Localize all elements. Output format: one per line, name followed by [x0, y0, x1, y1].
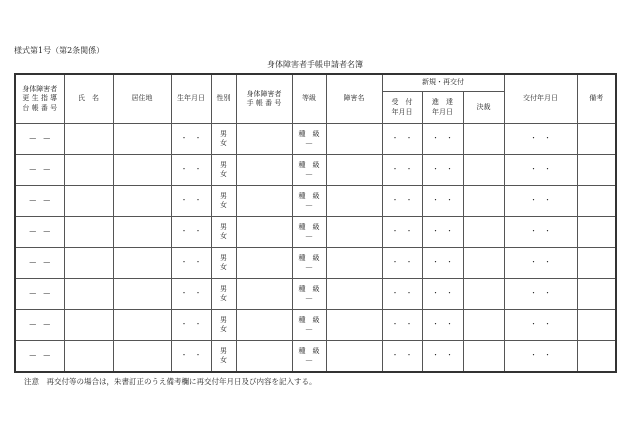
header-handbook-number — [236, 74, 292, 124]
disability-name-cell[interactable] — [326, 124, 382, 155]
sex-cell[interactable] — [211, 341, 236, 373]
disability-name-cell[interactable] — [326, 341, 382, 373]
grade-label: 種 級 — [298, 222, 320, 231]
disability-name-cell[interactable] — [326, 310, 382, 341]
birth-date-cell[interactable] — [171, 186, 211, 217]
sex-female[interactable]: 女 — [220, 263, 227, 271]
header-line: 身体障害者 — [246, 89, 282, 98]
date-marks: ・ ・ — [180, 320, 202, 329]
footnote: 注意 再交付等の場合は，朱書訂正のうえ備考欄に再交付年月日及び内容を記入する。 — [24, 377, 317, 386]
sex-female[interactable]: 女 — [220, 294, 227, 302]
decision-cell[interactable] — [463, 341, 504, 373]
name-cell[interactable] — [64, 217, 113, 248]
name-cell[interactable] — [64, 186, 113, 217]
remarks-cell[interactable] — [577, 124, 616, 155]
date-marks: ・ ・ — [180, 289, 202, 298]
forwarded-date-cell[interactable] — [422, 186, 463, 217]
sex-male[interactable]: 男 — [220, 160, 227, 169]
handbook-number-cell[interactable] — [236, 186, 292, 217]
issue-date-cell[interactable] — [504, 310, 577, 341]
date-marks: ・ ・ — [391, 258, 413, 267]
header-new-reissue: 新規・再交付 — [382, 74, 504, 92]
header-line: 更 生 指 導 — [22, 94, 58, 103]
grade-cell[interactable] — [292, 279, 326, 310]
date-marks: ・ ・ — [530, 227, 552, 236]
name-cell[interactable] — [64, 155, 113, 186]
date-marks: ・ ・ — [530, 258, 552, 267]
handbook-number-cell[interactable] — [236, 155, 292, 186]
sex-female[interactable]: 女 — [220, 325, 227, 333]
issue-date-cell[interactable] — [504, 248, 577, 279]
date-marks: ・ ・ — [391, 351, 413, 360]
birth-date-cell[interactable] — [171, 248, 211, 279]
disability-name-cell[interactable] — [326, 186, 382, 217]
decision-cell[interactable] — [463, 155, 504, 186]
register-number-placeholder: — — — [29, 165, 51, 174]
grade-label: 種 級 — [298, 346, 320, 355]
grade-label: 種 級 — [298, 284, 320, 293]
disability-name-cell[interactable] — [326, 155, 382, 186]
sex-female[interactable]: 女 — [220, 356, 227, 364]
sex-male[interactable]: 男 — [220, 315, 227, 324]
grade-cell[interactable] — [292, 186, 326, 217]
sex-cell[interactable] — [211, 279, 236, 310]
date-marks: ・ ・ — [180, 227, 202, 236]
table-row — [15, 155, 616, 186]
register-number-cell[interactable] — [15, 341, 64, 373]
handbook-number-cell[interactable] — [236, 279, 292, 310]
forwarded-date-cell[interactable] — [422, 279, 463, 310]
birth-date-cell[interactable] — [171, 217, 211, 248]
forwarded-date-cell[interactable] — [422, 217, 463, 248]
remarks-cell[interactable] — [577, 310, 616, 341]
decision-cell[interactable] — [463, 186, 504, 217]
date-marks: ・ ・ — [391, 196, 413, 205]
issue-date-cell[interactable] — [504, 124, 577, 155]
register-number-placeholder: — — — [29, 258, 51, 267]
issue-date-cell[interactable] — [504, 155, 577, 186]
header-register-number — [15, 74, 64, 124]
register-number-placeholder: — — — [29, 320, 51, 329]
remarks-cell[interactable] — [577, 217, 616, 248]
issue-date-cell[interactable] — [504, 341, 577, 373]
header-forwarded — [422, 92, 463, 124]
register-number-placeholder: — — — [29, 227, 51, 236]
sex-male[interactable]: 男 — [220, 346, 227, 355]
received-date-cell[interactable] — [382, 341, 422, 373]
table-body — [15, 124, 616, 373]
sex-female[interactable]: 女 — [220, 139, 227, 147]
grade-dash: — — [305, 139, 313, 147]
sex-cell[interactable] — [211, 248, 236, 279]
sex-male[interactable]: 男 — [220, 191, 227, 200]
header-disability-name: 障害名 — [326, 74, 382, 124]
forwarded-date-cell[interactable] — [422, 124, 463, 155]
decision-cell[interactable] — [463, 279, 504, 310]
sex-male[interactable]: 男 — [220, 129, 227, 138]
remarks-cell[interactable] — [577, 155, 616, 186]
birth-date-cell[interactable] — [171, 279, 211, 310]
header-name: 氏 名 — [64, 74, 113, 124]
date-marks: ・ ・ — [432, 289, 453, 298]
table-row — [15, 279, 616, 310]
sex-female[interactable]: 女 — [220, 201, 227, 209]
residence-cell[interactable] — [113, 155, 171, 186]
residence-cell[interactable] — [113, 279, 171, 310]
sex-female[interactable]: 女 — [220, 232, 227, 240]
grade-cell[interactable] — [292, 341, 326, 373]
date-marks: ・ ・ — [432, 351, 453, 360]
register-number-placeholder: — — — [29, 351, 51, 360]
register-number-placeholder: — — — [29, 289, 51, 298]
register-number-placeholder: — — — [29, 134, 51, 143]
header-line: 年月日 — [391, 107, 413, 116]
name-cell[interactable] — [64, 310, 113, 341]
forwarded-date-cell[interactable] — [422, 155, 463, 186]
grade-label: 種 級 — [298, 315, 320, 324]
sex-male[interactable]: 男 — [220, 253, 227, 262]
forwarded-date-cell[interactable] — [422, 248, 463, 279]
handbook-number-cell[interactable] — [236, 248, 292, 279]
date-marks: ・ ・ — [530, 289, 552, 298]
header-line: 進 達 — [432, 98, 453, 107]
date-marks: ・ ・ — [391, 165, 413, 174]
date-marks: ・ ・ — [432, 165, 453, 174]
table-row — [15, 341, 616, 373]
header-issue-date: 交付年月日 — [504, 74, 577, 124]
date-marks: ・ ・ — [432, 258, 453, 267]
birth-date-cell[interactable] — [171, 310, 211, 341]
date-marks: ・ ・ — [530, 134, 552, 143]
sex-cell[interactable] — [211, 310, 236, 341]
date-marks: ・ ・ — [180, 258, 202, 267]
birth-date-cell[interactable] — [171, 124, 211, 155]
register-number-cell[interactable] — [15, 155, 64, 186]
date-marks: ・ ・ — [180, 351, 202, 360]
grade-dash: — — [305, 201, 313, 209]
sex-male[interactable]: 男 — [220, 284, 227, 293]
grade-dash: — — [305, 170, 313, 178]
disability-name-cell[interactable] — [326, 217, 382, 248]
header-remarks: 備考 — [577, 74, 616, 124]
residence-cell[interactable] — [113, 310, 171, 341]
header-line: 身体障害者 — [22, 84, 58, 93]
header-birth-date: 生年月日 — [171, 74, 211, 124]
register-number-cell[interactable] — [15, 186, 64, 217]
form-number: 様式第1号（第2条関係） — [14, 46, 105, 55]
date-marks: ・ ・ — [391, 320, 413, 329]
date-marks: ・ ・ — [391, 134, 413, 143]
received-date-cell[interactable] — [382, 279, 422, 310]
residence-cell[interactable] — [113, 217, 171, 248]
grade-dash: — — [305, 356, 313, 364]
date-marks: ・ ・ — [180, 165, 202, 174]
sex-cell[interactable] — [211, 186, 236, 217]
grade-cell[interactable] — [292, 155, 326, 186]
grade-dash: — — [305, 325, 313, 333]
received-date-cell[interactable] — [382, 248, 422, 279]
received-date-cell[interactable] — [382, 186, 422, 217]
sex-cell[interactable] — [211, 124, 236, 155]
residence-cell[interactable] — [113, 341, 171, 373]
handbook-number-cell[interactable] — [236, 124, 292, 155]
header-line: 受 付 — [391, 98, 413, 107]
date-marks: ・ ・ — [432, 134, 453, 143]
sex-male[interactable]: 男 — [220, 222, 227, 231]
date-marks: ・ ・ — [530, 165, 552, 174]
received-date-cell[interactable] — [382, 217, 422, 248]
handbook-number-cell[interactable] — [236, 217, 292, 248]
grade-label: 種 級 — [298, 160, 320, 169]
date-marks: ・ ・ — [391, 289, 413, 298]
date-marks: ・ ・ — [432, 320, 453, 329]
grade-cell[interactable] — [292, 217, 326, 248]
date-marks: ・ ・ — [432, 227, 453, 236]
header-grade: 等級 — [292, 74, 326, 124]
sex-cell[interactable] — [211, 155, 236, 186]
grade-label: 種 級 — [298, 129, 320, 138]
table-row — [15, 310, 616, 341]
residence-cell[interactable] — [113, 186, 171, 217]
header-residence: 居住地 — [113, 74, 171, 124]
received-date-cell[interactable] — [382, 155, 422, 186]
date-marks: ・ ・ — [432, 196, 453, 205]
grade-cell[interactable] — [292, 124, 326, 155]
header-line: 台 帳 番 号 — [22, 103, 58, 112]
header-line: 年月日 — [432, 107, 453, 116]
register-number-cell[interactable] — [15, 310, 64, 341]
date-marks: ・ ・ — [530, 196, 552, 205]
issue-date-cell[interactable] — [504, 279, 577, 310]
date-marks: ・ ・ — [180, 134, 202, 143]
decision-cell[interactable] — [463, 217, 504, 248]
register-number-placeholder: — — — [29, 196, 51, 205]
remarks-cell[interactable] — [577, 279, 616, 310]
table-row — [15, 248, 616, 279]
header-line: 手 帳 番 号 — [246, 99, 282, 107]
disability-name-cell[interactable] — [326, 248, 382, 279]
forwarded-date-cell[interactable] — [422, 310, 463, 341]
register-number-cell[interactable] — [15, 217, 64, 248]
sex-cell[interactable] — [211, 217, 236, 248]
disability-name-cell[interactable] — [326, 279, 382, 310]
grade-label: 種 級 — [298, 191, 320, 200]
register-number-cell[interactable] — [15, 248, 64, 279]
name-cell[interactable] — [64, 279, 113, 310]
grade-cell[interactable] — [292, 310, 326, 341]
residence-cell[interactable] — [113, 248, 171, 279]
issue-date-cell[interactable] — [504, 217, 577, 248]
name-cell[interactable] — [64, 124, 113, 155]
grade-dash: — — [305, 294, 313, 302]
handbook-number-cell[interactable] — [236, 310, 292, 341]
register-number-cell[interactable] — [15, 279, 64, 310]
date-marks: ・ ・ — [530, 320, 552, 329]
name-cell[interactable] — [64, 341, 113, 373]
decision-cell[interactable] — [463, 310, 504, 341]
remarks-cell[interactable] — [577, 341, 616, 373]
header-received — [382, 92, 422, 124]
date-marks: ・ ・ — [530, 351, 552, 360]
issue-date-cell[interactable] — [504, 186, 577, 217]
decision-cell[interactable] — [463, 124, 504, 155]
forwarded-date-cell[interactable] — [422, 341, 463, 373]
remarks-cell[interactable] — [577, 248, 616, 279]
table-row — [15, 217, 616, 248]
decision-cell[interactable] — [463, 248, 504, 279]
sex-female[interactable]: 女 — [220, 170, 227, 178]
register-number-cell[interactable] — [15, 124, 64, 155]
birth-date-cell[interactable] — [171, 341, 211, 373]
received-date-cell[interactable] — [382, 124, 422, 155]
grade-label: 種 級 — [298, 253, 320, 262]
grade-dash: — — [305, 232, 313, 240]
table-row — [15, 124, 616, 155]
header-sex: 性別 — [211, 74, 236, 124]
grade-cell[interactable] — [292, 248, 326, 279]
handbook-number-cell[interactable] — [236, 341, 292, 373]
residence-cell[interactable] — [113, 124, 171, 155]
header-decision: 決裁 — [463, 92, 504, 124]
date-marks: ・ ・ — [180, 196, 202, 205]
name-cell[interactable] — [64, 248, 113, 279]
table-row — [15, 186, 616, 217]
remarks-cell[interactable] — [577, 186, 616, 217]
applicant-register-table — [14, 73, 617, 373]
birth-date-cell[interactable] — [171, 155, 211, 186]
received-date-cell[interactable] — [382, 310, 422, 341]
page-title: 身体障害者手帳申請者名簿 — [267, 60, 363, 69]
date-marks: ・ ・ — [391, 227, 413, 236]
grade-dash: — — [305, 263, 313, 271]
